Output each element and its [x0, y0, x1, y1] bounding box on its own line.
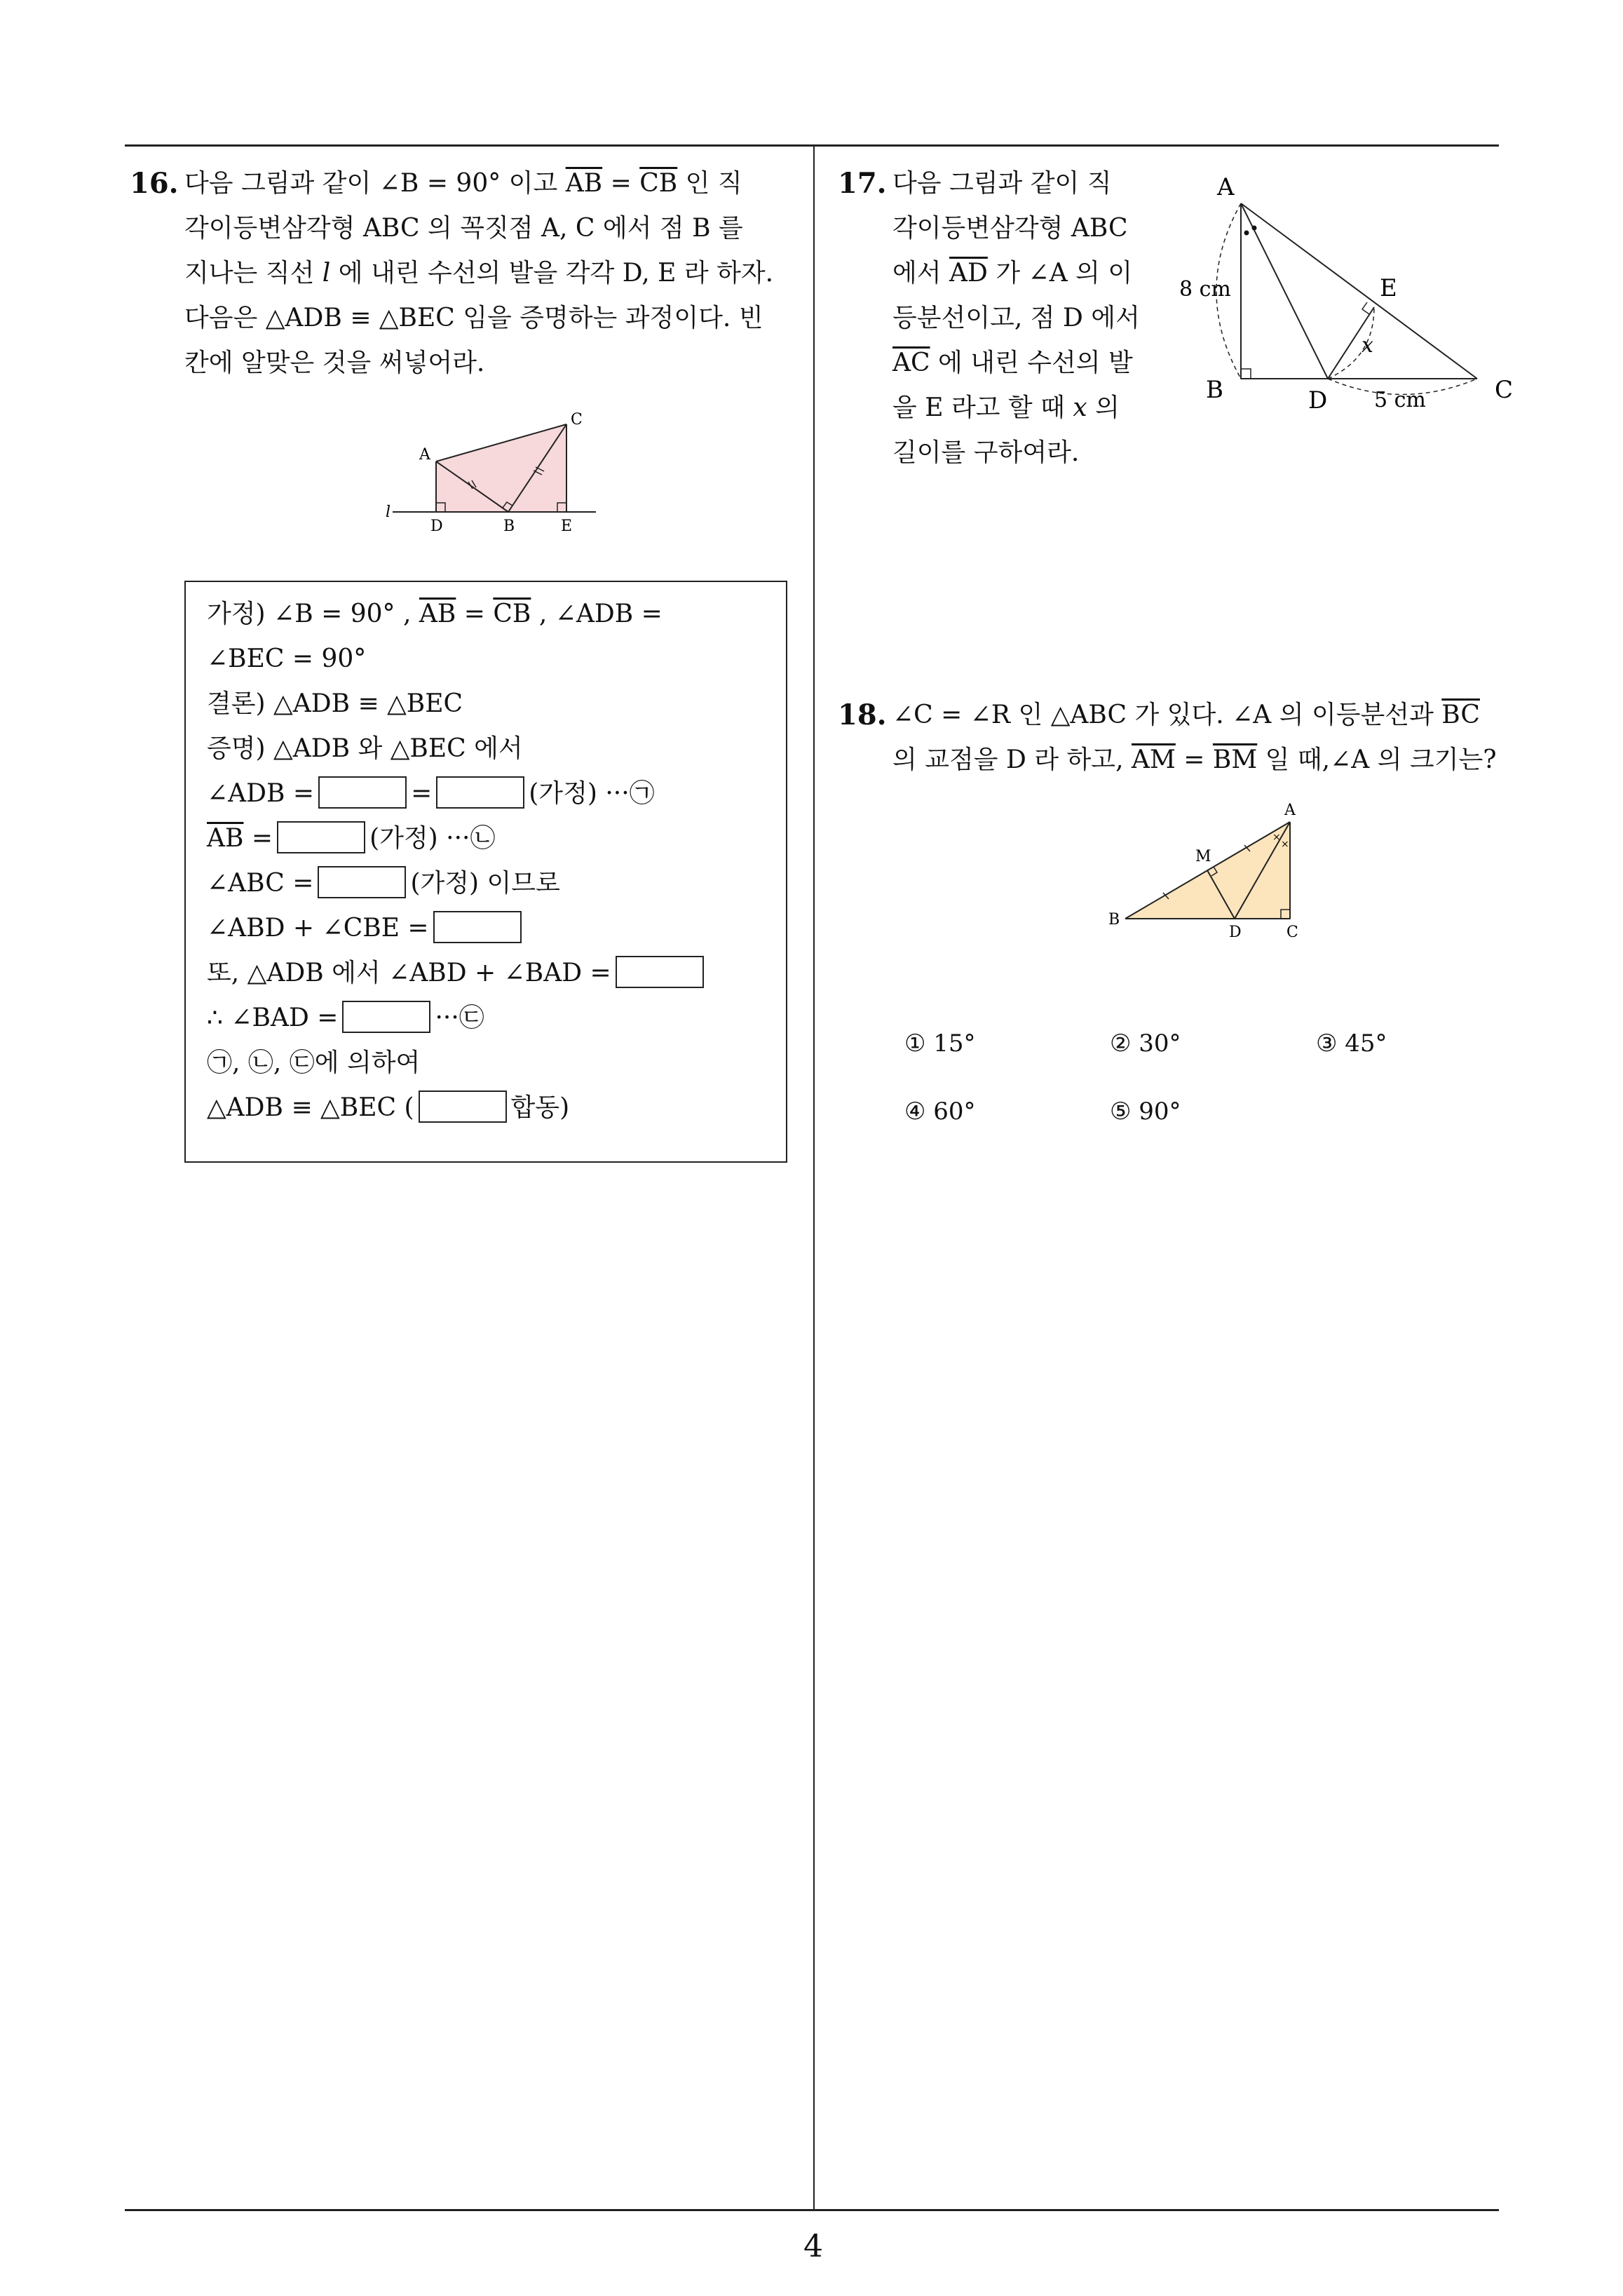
- question-text: [892, 693, 1525, 783]
- q17-line-7: 길이를 구하여라.: [892, 438, 1080, 467]
- angle-mark-1: [1244, 231, 1249, 236]
- question-16: [130, 161, 803, 386]
- label-E: E: [561, 518, 573, 535]
- label-C: C: [1286, 924, 1298, 941]
- label-D: D: [1308, 386, 1328, 414]
- q17-line-5: $\overline{AC}$ 에 내린 수선의 발: [892, 349, 1133, 377]
- proof-step-4: ∠ABD + ∠CBE =: [207, 906, 765, 951]
- proof-step-2: $\overline{AB}$ = (가정) ···㉡: [207, 816, 765, 861]
- proof-box: [184, 581, 787, 1163]
- seg-AC: [1241, 203, 1477, 379]
- choice-2[interactable]: ② 30°: [1110, 1029, 1181, 1058]
- label-l: l: [386, 504, 391, 521]
- q17-line-4: 등분선이고, 점 D 에서: [892, 304, 1140, 332]
- choice-1[interactable]: ① 15°: [904, 1029, 976, 1058]
- label-E: E: [1380, 274, 1397, 302]
- question-text: [184, 161, 803, 386]
- angle-mark-2: ×: [1281, 839, 1289, 850]
- proof-conclusion: 결론) △ADB ≡ △BEC: [207, 689, 463, 718]
- label-A: A: [1217, 173, 1235, 201]
- proof-step-7: ㉠, ㉡, ㉢에 의하여: [207, 1048, 421, 1077]
- q17-line-1: 다음 그림과 같이 직: [892, 169, 1112, 198]
- q16-line-5: 칸에 알맞은 것을 써넣어라.: [184, 349, 485, 377]
- answer-blank[interactable]: [342, 1001, 430, 1033]
- label-D: D: [1229, 924, 1242, 941]
- answer-blank[interactable]: [436, 776, 524, 809]
- q16-line-4: 다음은 △ADB ≡ △BEC 임을 증명하는 과정이다. 빈: [184, 304, 763, 332]
- label-A: A: [419, 446, 430, 464]
- question-number: 17.: [838, 167, 887, 200]
- q18-figure: [1104, 799, 1322, 947]
- angle-mark-2: [1252, 226, 1257, 231]
- question-number: 16.: [130, 167, 179, 200]
- bottom-rule: [125, 2209, 1499, 2211]
- label-D: D: [430, 518, 443, 535]
- answer-blank[interactable]: [277, 821, 365, 853]
- answer-blank[interactable]: [433, 911, 522, 943]
- q16-trapezoid-fill: [436, 424, 566, 512]
- question-number: 18.: [838, 698, 887, 731]
- page-number: 4: [803, 2229, 823, 2264]
- label-A: A: [1284, 802, 1296, 819]
- question-17: [838, 161, 1160, 475]
- q16-line-1: 다음 그림과 같이 ∠B = 90° 이고 $\overline{AB} = \overline{CB}$ 인 직: [184, 169, 742, 198]
- q17-line-2: 각이등변삼각형 ABC: [892, 214, 1128, 243]
- q18-line-2: 의 교점을 D 라 하고, $\overline{AM} = \overline{BM}$ 일 때,∠A 의 크기는?: [892, 745, 1497, 774]
- answer-blank[interactable]: [419, 1090, 507, 1123]
- label-M: M: [1195, 848, 1211, 865]
- choice-4[interactable]: ④ 60°: [904, 1098, 976, 1126]
- q16-line-3: 지나는 직선 l 에 내린 수선의 발을 각각 D, E 라 하자.: [184, 259, 774, 288]
- answer-blank[interactable]: [318, 866, 406, 898]
- q18-line-1: ∠C = ∠R 인 △ABC 가 있다. ∠A 의 이등분선과 $\overline{BC}$: [892, 701, 1480, 729]
- proof-step-5: 또, △ADB 에서 ∠ABD + ∠BAD =: [207, 951, 765, 996]
- q17-line-3: 에서 $\overline{AD}$ 가 ∠A 의 이: [892, 259, 1133, 288]
- top-rule: [125, 144, 1499, 147]
- label-C: C: [1495, 376, 1514, 404]
- label-ab-length: 8 cm: [1179, 277, 1231, 302]
- choice-5[interactable]: ⑤ 90°: [1110, 1098, 1181, 1126]
- proof-step-6: ∴ ∠BAD = ···㉢: [207, 996, 765, 1041]
- answer-blank[interactable]: [318, 776, 407, 809]
- question-text: [892, 161, 1160, 475]
- answer-blank[interactable]: [616, 956, 704, 988]
- q16-line-2: 각이등변삼각형 ABC 의 꼭짓점 A, C 에서 점 B 를: [184, 214, 743, 243]
- q16-figure: [379, 403, 603, 536]
- label-C: C: [571, 411, 583, 428]
- proof-step-1: ∠ADB = = (가정) ···㉠: [207, 771, 765, 816]
- q17-line-6: 을 E 라고 할 때 x 의: [892, 393, 1120, 422]
- proof-hypothesis-2: ∠BEC = 90°: [207, 644, 367, 673]
- question-18: [838, 693, 1525, 783]
- angle-mark-1: ×: [1272, 832, 1281, 843]
- label-x: x: [1361, 333, 1373, 358]
- proof-heading: 증명) △ADB 와 △BEC 에서: [207, 734, 523, 763]
- q17-figure: [1171, 168, 1521, 421]
- label-B: B: [1108, 911, 1120, 928]
- right-angle-E: [1362, 302, 1369, 314]
- proof-step-3: ∠ABC = (가정) 이므로: [207, 861, 765, 906]
- label-dc-length: 5 cm: [1374, 388, 1426, 412]
- choice-3[interactable]: ③ 45°: [1316, 1029, 1387, 1058]
- proof-step-8: △ADB ≡ △BEC ( 합동): [207, 1086, 765, 1130]
- column-divider: [813, 144, 815, 2211]
- label-B: B: [1206, 376, 1223, 404]
- proof-hypothesis: 가정) ∠B = 90° , $\overline{AB} = \overline{CB}$ , ∠ADB =: [207, 600, 663, 628]
- right-angle-B: [1241, 369, 1251, 379]
- label-B: B: [503, 518, 515, 535]
